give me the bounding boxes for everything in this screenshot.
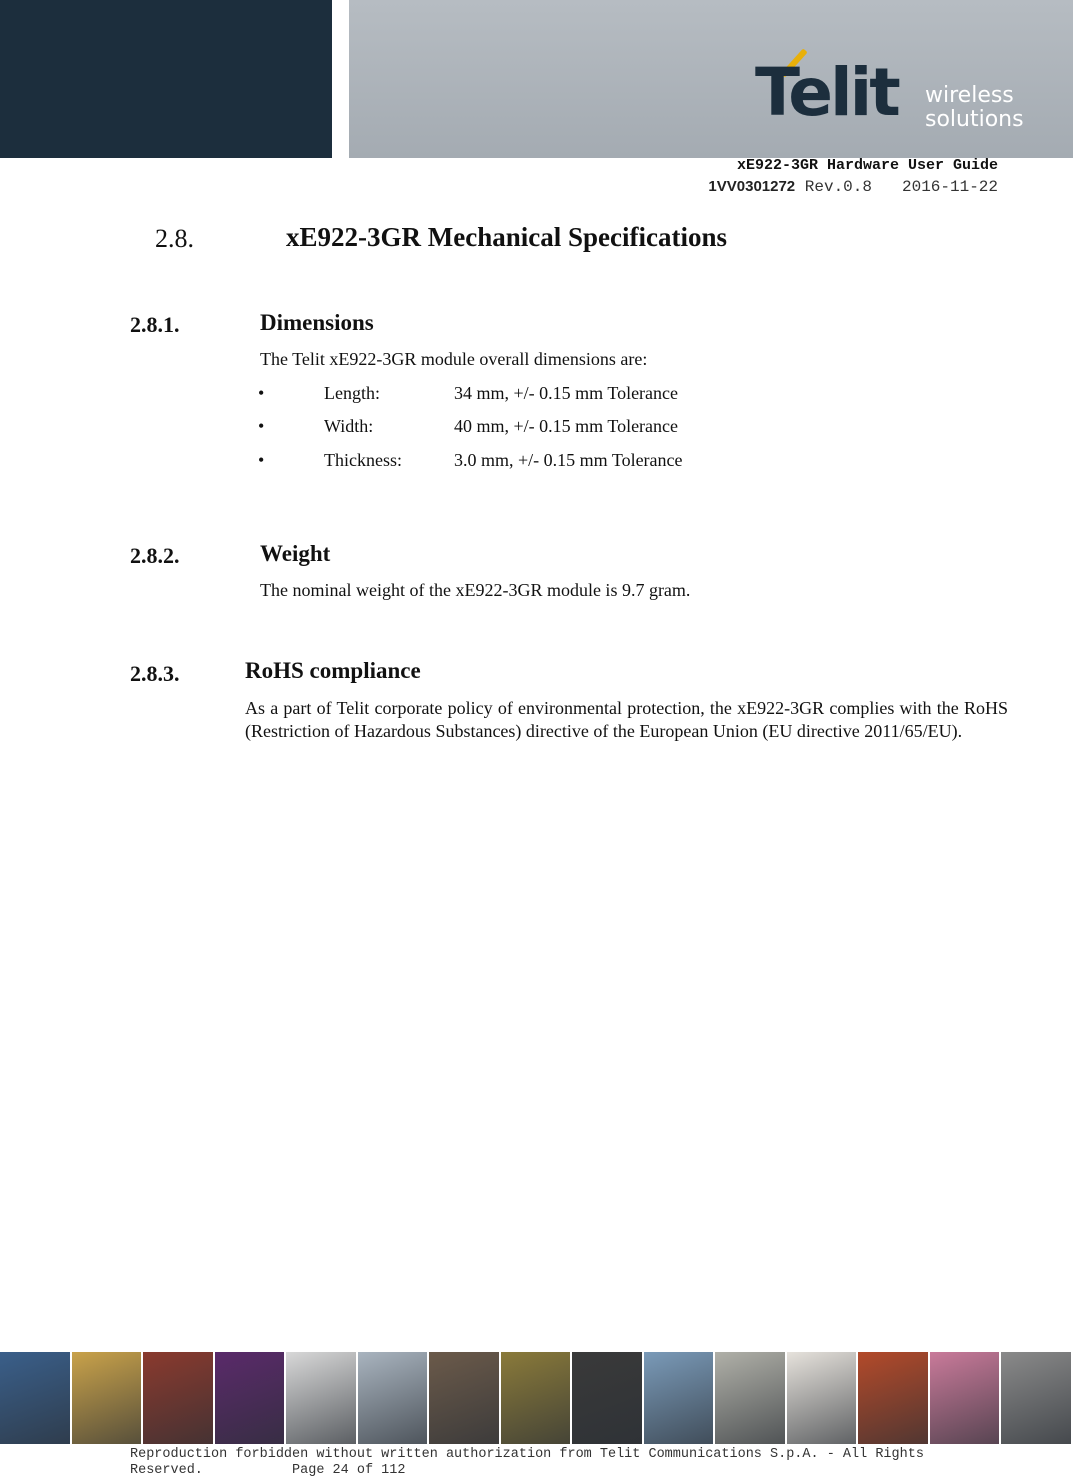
- digital-clock-photo: [215, 1352, 287, 1444]
- footer-line1: Reproduction forbidden without written authorization from Telit Communications S.p.A. - All Rights: [130, 1447, 924, 1462]
- dimensions-intro: The Telit xE922-3GR module overall dimensions are:: [260, 349, 648, 369]
- bullet-icon: •: [258, 416, 265, 436]
- atm-photo: [572, 1352, 644, 1444]
- dimension-value-thickness: 3.0 mm, +/- 0.15 mm Tolerance: [454, 450, 683, 470]
- dimensions-title: Dimensions: [260, 310, 374, 335]
- logo-tagline-line2: solutions: [925, 107, 1024, 132]
- rohs-title: RoHS compliance: [245, 658, 421, 683]
- dimension-value-length: 34 mm, +/- 0.15 mm Tolerance: [454, 383, 679, 403]
- rohs-text: As a part of Telit corporate policy of environmental protection, the xE922-3GR complies with the RoHS (Restriction of Hazardous Substances) directive of the European Union (EU directive 2011/65/EU).: [245, 698, 1008, 741]
- weight-title: Weight: [260, 541, 331, 566]
- document-revision-line: [708, 178, 998, 196]
- vending-machine-photo: [501, 1352, 573, 1444]
- keyboard-photo: [286, 1352, 358, 1444]
- footer-notice: [130, 1447, 924, 1479]
- header-dark-panel: [0, 0, 332, 158]
- highway-photo: [0, 1352, 72, 1444]
- footer-photo-strip: [0, 1352, 1073, 1444]
- payment-terminal-photo: [429, 1352, 501, 1444]
- document-code: 1VV0301272: [708, 178, 796, 195]
- train-photo: [858, 1352, 930, 1444]
- cyclist-photo: [358, 1352, 430, 1444]
- document-title: xE922-3GR Hardware User Guide: [736, 157, 998, 174]
- weight-number: 2.8.2.: [130, 543, 180, 568]
- logo-brand: Telit: [755, 54, 898, 131]
- logo-tagline: [925, 84, 1024, 132]
- camera-photo: [1001, 1352, 1073, 1444]
- weight-text: The nominal weight of the xE922-3GR module is 9.7 gram.: [260, 580, 691, 600]
- laser-photo: [787, 1352, 859, 1444]
- section-number: 2.8.: [155, 224, 194, 253]
- bullet-icon: •: [258, 450, 265, 470]
- footer-reserved: Reserved.: [130, 1463, 203, 1478]
- logo-tagline-line1: wireless: [925, 83, 1014, 108]
- containers-photo: [143, 1352, 215, 1444]
- dimension-label-width: Width:: [324, 416, 374, 436]
- meter-photo: [715, 1352, 787, 1444]
- dimensions-number: 2.8.1.: [130, 312, 180, 337]
- footer-page-number: Page 24 of 112: [292, 1463, 406, 1478]
- dimension-value-width: 40 mm, +/- 0.15 mm Tolerance: [454, 416, 679, 436]
- phone-booth-photo: [72, 1352, 144, 1444]
- printing-photo: [930, 1352, 1002, 1444]
- wind-turbines-photo: [644, 1352, 716, 1444]
- telit-logo: [755, 40, 1045, 140]
- rohs-number: 2.8.3.: [130, 661, 180, 686]
- document-date: 2016-11-22: [901, 178, 998, 196]
- dimension-label-thickness: Thickness:: [324, 450, 402, 470]
- document-rev: Rev.0.8: [804, 178, 872, 196]
- bullet-icon: •: [258, 383, 265, 403]
- dimension-label-length: Length:: [324, 383, 380, 403]
- section-title: xE922-3GR Mechanical Specifications: [286, 222, 727, 252]
